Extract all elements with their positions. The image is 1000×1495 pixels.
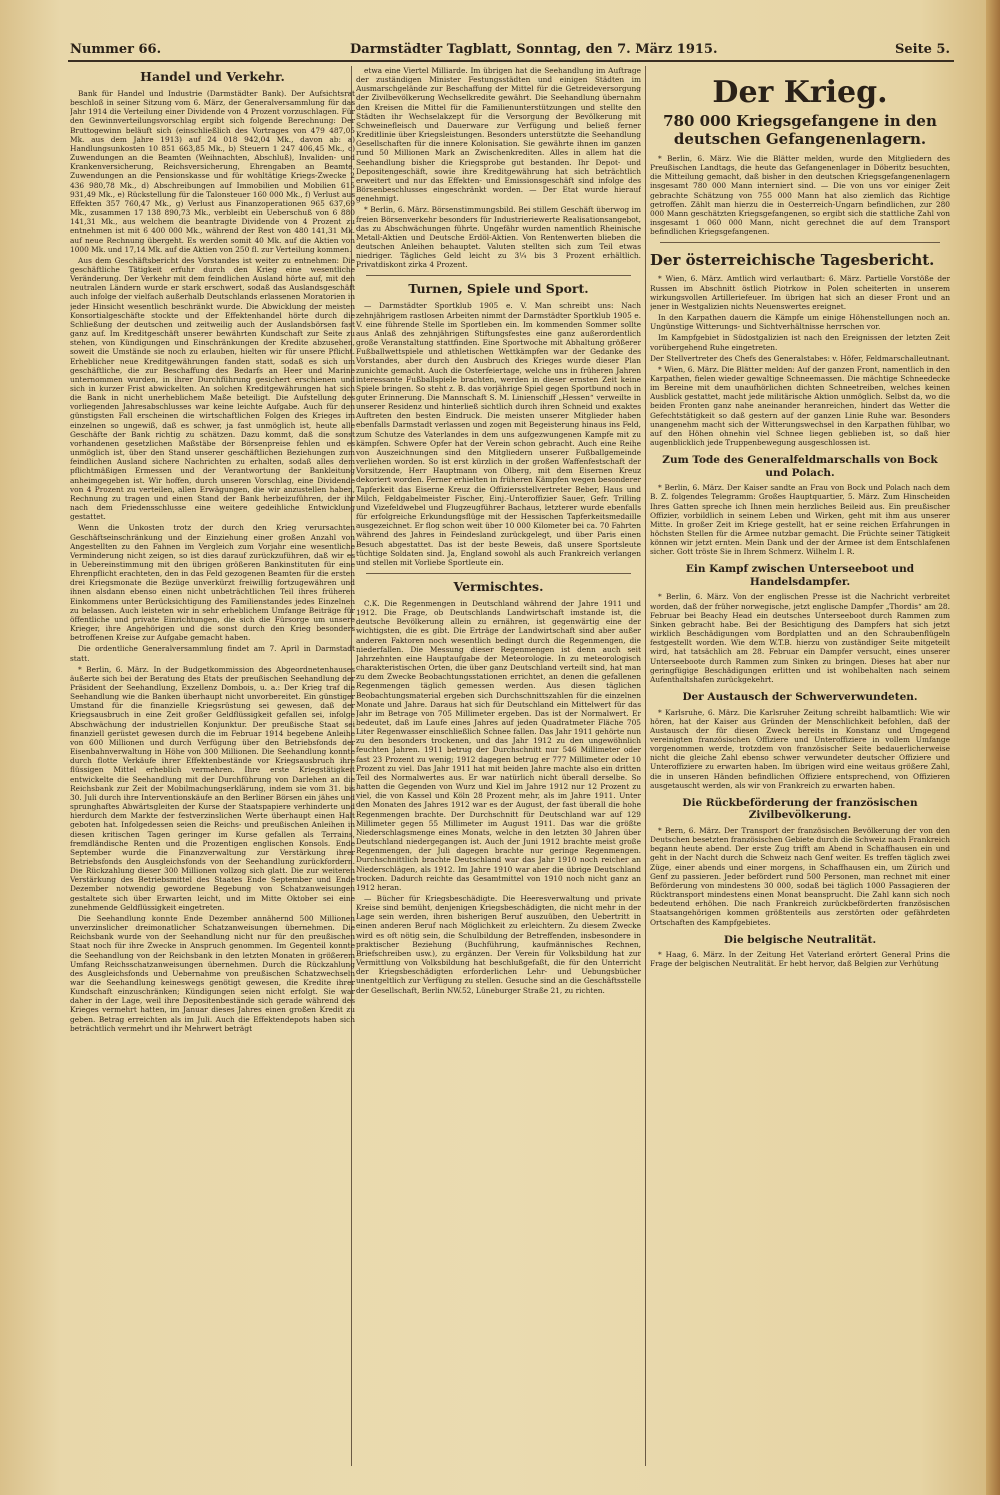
article-signature: Der Stellvertreter des Chefs des Generalstabes: v. Höfer, Feldmarschalleutnant. bbox=[650, 353, 950, 363]
headline-oesterreich: Der österreichische Tagesbericht. bbox=[650, 251, 935, 270]
article-paragraph: In den Karpathen dauern die Kämpfe um einige Höhenstellungen noch an. Ungünstige Witterungs- und Sichtverhältnisse herrschen vor. bbox=[650, 313, 950, 332]
article-paragraph: etwa eine Viertel Milliarde. Im übrigen hat die Seehandlung im Auftrage der zuständigen Minister Festungsstädten und einigen Städten im Ausmarschgelände zur Beschaffung der Mittel für die Getreideversorgung der Zivilbevölkerung Wechselkredite gewährt. Die Seehandlung übernahm den Kreisen die Mittel für die Familienunterstützungen und stellte den Städten ihr Wechselakzept für die Versorgung der Bevölkerung mit Schweinefleisch und Dauerware zur Verfügung und beließ ferner Kreditlinie über Kriegsleistungen. Besonders unterstützte die Seehandlung Gesellschaften für die innere Kolonisation. Sie gewährte ihnen im ganzen rund 50 Millionen Mark an Zwischenkrediten. Alles in allem hat die Seehandlung bisher die Kriegsprobe gut bestanden. Ihr Depot- und Depositengeschäft, sowie ihre Kreditgewährung hat sich beträchtlich erweitert und nur das Effekten- und Emissionsgeschäft sind infolge des Börsenbeschlusses eingeschränkt worden. — Der Etat wurde hierauf genehmigt. bbox=[356, 66, 641, 204]
column-separator bbox=[645, 66, 646, 1466]
section-title-vermischtes: Vermischtes. bbox=[453, 578, 544, 594]
headline-der-krieg: Der Krieg. bbox=[712, 75, 888, 110]
article-paragraph: Die ordentliche Generalversammlung findet am 7. April in Darmstadt statt. bbox=[70, 644, 355, 663]
subheadline-kriegsgefangene: 780 000 Kriegsgefangene in den deutschen Gefangenenlagern. bbox=[663, 112, 937, 148]
article-paragraph: Aus dem Geschäftsbericht des Vorstandes ist weiter zu entnehmen: Die geschäftliche Tätigkeit erfuhr durch den Krieg eine wesentliche Veränderung. Der Verkehr mit dem feindlichen Ausland hörte auf, mit den neutralen Ländern wurde er stark erschwert, sodaß das Auslandsgeschäft auch infolge der vielfach außerhalb Deutschlands erlassenen Moratorien in jeder Hinsicht wesentlich beschränkt wurde. Die Abwicklung der meisten Konsortialgeschäfte stockte und der Effektenhandel hörte durch die Schließung der deutschen und zeitweilig auch der Auslandsbörsen fast ganz auf. Im Kreditgeschäft unserer bewährten Kundschaft zur Seite zu stehen, von Kündigungen und Einschränkungen der Kredite abzusehen, soweit die Umstände sie noch zu erlauben, hielten wir für unsere Pflicht. Erheblicher neue Kreditgewährungen fanden statt, sodaß es sich um geschäftliche, die zur Beschaffung des Bedarfs an Heer und Marine unternommen wurden, in ihrer Durchführung gesichert erschienen und sich in kurzer Frist abwickelten. An solchen Kreditgewährungen hat sich die Bank in nicht unerheblichem Maße beteiligt. Die Aufstellung des vorliegenden Jahresabschlusses war keine leichte Aufgabe. Auch für den günstigsten Fall erscheinen die wirtschaftlichen Folgen des Krieges im einzelnen so ungewiß, daß es schwer, ja fast unmöglich ist, heute alle Geschäfte der Bank richtig zu schätzen. Dazu kommt, daß die sonst vorhandenen gesetzlichen Maßstäbe der Börsenpreise fehlen und es unmöglich ist, über den Stand unserer geschäftlichen Beziehungen zum feindlichen Ausland sichere Nachrichten zu erhalten, sodaß alles dem pflichtmäßigen Ermessen und der Verantwortung der Bankleitung anheimgegeben ist. Wir hoffen, durch unseren Vorschlag, eine Dividende von 4 Prozent zu verteilen, allen Erwägungen, die wir anzustellen haben, Rechnung zu tragen und einen Stand der Bank herbeizuführen, der ihr nach dem Friedensschlusse eine weitere gedeihliche Entwicklung gestattet. bbox=[70, 255, 355, 522]
article-paragraph: Im Kampfgebiet in Südostgalizien ist nach den Ereignissen der letzten Zeit vorübergehend Ruhe eingetreten. bbox=[650, 333, 950, 352]
page-number: Seite 5. bbox=[895, 42, 950, 57]
article-paragraph: * Berlin, 6. März. Börsenstimmungsbild. Bei stillem Geschäft überwog im freien Börsenverkehr besonders für Industrieriewerte Realisationsangebot, das zu Abschwächungen führte. Ungefähr wurden namentlich Rheinische Metall-Aktien und Deutsche Erdöl-Aktien. Von Rentenwerten blieben die deutschen Anleihen behauptet. Valuten stellten sich zum Teil etwas niedriger. Tägliches Geld leicht zu 3¼ bis 3 Prozent erhältlich. Privatdiskont zirka 4 Prozent. bbox=[356, 205, 641, 270]
column-1 bbox=[70, 66, 355, 1466]
page-header bbox=[70, 40, 950, 62]
headline-neutralitaet: Die belgische Neutralität. bbox=[723, 933, 877, 946]
article-paragraph: C.K. Die Regenmengen in Deutschland während der Jahre 1911 und 1912. Die Frage, ob Deutschlands Landwirtschaft imstande ist, die deutsche Bevölkerung allein zu ernähren, ist gegenwärtig eine der wichtigsten, die es gibt. Die Erträge der Landwirtschaft sind aber außer anderen Faktoren noch wesentlich bedingt durch die Regenmengen, die niederfallen. Die Messung dieser Regenmengen ist denn auch seit Jahrzehnten eine Hauptaufgabe der Meteorologie. In zu meteorologisch charakteristischen Orten, die über ganz Deutschland verteilt sind, hat man zu dem Zwecke Beobachtungsstationen errichtet, an denen die gefallenen Regenmengen täglich gemessen werden. Aus diesen täglichen Beobachtungsmaterial ergeben sich Durchschnittszahlen für die einzelnen Monate und Jahre. Daraus hat sich für Deutschland ein Mittelwert für das Jahr im Betrage von 705 Millimeter ergeben. Das ist der Normalwert. Er bedeutet, daß im Laufe eines Jahres auf jeden Quadratmeter Fläche 705 Liter Regenwasser einschließlich Schnee fallen. Das Jahr 1911 gehörte nun zu den besonders trockenen, und das Jahr 1912 zu den ungewöhnlich feuchten Jahren. 1911 betrug der Durchschnitt nur 546 Millimeter oder fast 23 Prozent zu wenig; 1912 dagegen betrug er 777 Millimeter oder 10 Prozent zu viel. Das Jahr 1911 hat mit beiden Jahre machte also ein dritten Teil des Normalwertes aus. Er war natürlich nicht überall derselbe. So hatten die Gegenden von Wurz und Kiel im Jahre 1912 nur 12 Prozent zu viel, die von Kassel und Köln 28 Prozent mehr, als im Jahre 1911. Unter den Monaten des Jahres 1912 war es der August, der fast überall die hohe Regenmengen brachte. Der Durchschnitt für Deutschland war auf 129 Millimeter gegen 55 Millimeter im August 1911. Das war die größte Niederschlagsmenge eines Monats, welche in den letzten 30 Jahren über Deutschland niedergegangen ist. Auch der Juni 1912 brachte meist große Regenmengen, der Juli dagegen brachte nur geringe Regenmengen. Durchschnittlich brachte Deutschland war das Jahr 1910 noch reicher an Niederschlägen, als 1912. Im Jahre 1910 war aber die übrige Deutschland trocken. Dadurch reichte das Gesamtmittel von 1910 noch nicht ganz an 1912 heran. bbox=[356, 598, 641, 892]
section-divider bbox=[366, 275, 631, 276]
headline-kampf: Ein Kampf zwischen Unterseeboot und Handelsdampfer. bbox=[685, 563, 915, 588]
article-paragraph: Die Seehandlung konnte Ende Dezember annähernd 500 Millionen unverzinslicher dreimonatlicher Schatzanweisungen übernehmen. Die Reichsbank wurde von der Seehandlung nicht nur für den preußischen Staat noch für ihre Zwecke in Anspruch genommen. Im Gegenteil konnte die Seehandlung von der Reichsbank in den letzten Monaten in größerem Umfang Reichsschatzanweisungen übernehmen. Durch die Rückzahlung des Ausgleichsfonds und Uebernahme von preußischen Schatzwechseln war die Seehandlung keineswegs genötigt gewesen, die Kredite ihrer Kundschaft einzuschränken; Kündigungen seien nicht erfolgt. Sie war daher in der Lage, weil ihre Depositenbestände sich gerade während des Krieges vermehrt hatten, im Januar dieses Jahres einen großen Kredit zu geben. Betrag erreichten als im Juli. Auch die Effektendepots haben sich beträchtlich vermehrt und ihr Mehrwert beträgt bbox=[70, 913, 355, 1033]
article-paragraph: — Darmstädter Sportklub 1905 e. V. Man schreibt uns: Nach zehnjährigem rastlosen Arbeiten nimmt der Darmstädter Sportklub 1905 e. V. eine führende Stelle im Sportleben ein. Im kommenden Sommer sollte aus Anlaß des zehnjährigen Stiftungsfestes eine ganz außerordentlich große Veranstaltung stattfinden. Eine Sportwoche mit Abhaltung größerer Fußballwettspiele und athletischen Wettkämpfen war der Gedanke des Vorstandes, aber durch den Ausbruch des Krieges wurde dieser Plan zunichte gemacht. Auch die Osterfeiertage, welche uns in früheren Jahren interessante Fußballspiele brachten, werden in dieser ernsten Zeit keine Spiele bringen. So steht z. B. das vorjährige Spiel gegen Sportbund noch in guter Erinnerung. Die Mannschaft S. M. Linienschiff „Hessen“ verweilte in unserer Residenz und hinterließ sichtlich durch ihren Schneid und exaktes Auftreten den besten Eindruck. Die meisten unserer Mitglieder haben ebenfalls Darmstadt verlassen und zogen mit Begeisterung hinaus ins Feld, zum Schutze des Vaterlandes in dem uns aufgezwungenen Kampfe mit zu kämpfen. Schwere Opfer hat der Verein schon gebracht. Auch eine Reihe von Auszeichnungen sind den Mitgliedern unserer Fußballgemeinde verliehen worden. So ist erst kürzlich in der großen Waffenfestschaft der Vorsitzende, Herr Hauptmann von Olberg, mit dem Eisernen Kreuz dekoriert worden. Ferner erhielten in früheren Kämpfen wegen besonderer Tapferkeit das Eiserne Kreuz die Offiziersstellvertreter Beber, Haus und Milch, Feldgabelmeister Fischer, Einj.-Unteroffizier Sauer, Gefr. Trilling und Vizefeldwebel und Flugzeugführer Bachaus, letzterer wurde ebenfalls für erfolgreiche Erkundungsflüge mit der Hessischen Tapferkeitsmedaille ausgezeichnet. Er flog schon weit über 10 000 Kilometer bei ca. 70 Fahrten während des Jahres in Feindesland zurückgelegt, und über Paris einen Besuch abgestattet. Das ist der beste Beweis, daß unsere Sportsleute tüchtige Soldaten sind. Ja, England sowohl als auch Frankreich verlangen und stellen mit Vorliebe Sportleute ein. bbox=[356, 301, 641, 567]
article-paragraph: * Berlin, 6. März. Der Kaiser sandte an Frau von Bock und Polach nach dem B. Z. folgendes Telegramm: Großes Hauptquartier, 5. März. Zum Hinscheiden Ihres Gatten spreche ich Ihnen mein herzliches Beileid aus. Ein preußischer Offizier, vorbildlich in seinem Leben und Wirken, geht mit ihm aus unserer Mitte. In großer Zeit im Kriege gestellt, hat er seine reichen Erfahrungen in höchsten Stellen für die Armee nutzbar gemacht. Die Früchte seiner Tätigkeit können wir jetzt ernten. Mein Dank und der der Armee ist dem Entschlafenen sicher. Gott tröste Sie in Ihrem Schmerz. Wilhelm I. R. bbox=[650, 483, 950, 557]
headline-zum-tode: Zum Tode des Generalfeldmarschalls von Bock und Polach. bbox=[662, 454, 938, 479]
section-title-sport: Turnen, Spiele und Sport. bbox=[408, 281, 589, 297]
section-divider bbox=[660, 242, 940, 243]
article-paragraph: * Berlin, 6. März. Wie die Blätter melden, wurde den Mitgliedern des Preußischen Landtags, die heute das Gefangenenlager in Döberitz besuchten, die Mitteilung gemacht, daß bisher in den deutschen Kriegsgefangenenlagern insgesamt 780 000 Mann interniert sind. — Die von uns vor einiger Zeit gebrachte Schätzung von 755 000 Mann hat also ziemlich das Richtige getroffen. Zählt man hierzu die in Oesterreich-Ungarn befindlichen, zur 280 000 Mann geschätzten Kriegsgefangenen, so ergibt sich die stattliche Zahl von insgesamt 1 060 000 Mann, nicht gerechnet die auf dem Transport befindlichen Kriegsgefangenen. bbox=[650, 154, 950, 237]
section-title-handel: Handel und Verkehr. bbox=[140, 69, 285, 84]
headline-austausch: Der Austausch der Schwerverwundeten. bbox=[682, 691, 918, 704]
column-3 bbox=[650, 66, 950, 1466]
article-paragraph: Wenn die Unkosten trotz der durch den Krieg verursachten Geschäftseinschränkung und der Einziehung einer großen Anzahl von Angestellten zu den Fahnen im Vergleich zum Vorjahr eine wesentliche Verminderung nicht zeigen, so ist dies darauf zurückzuführen, daß wir es in Uebereinstimmung mit den übrigen größeren Bankinstituten für eine Ehrenpflicht erachteten, den in das Feld gezogenen Beamten für die ersten drei Kriegsmonate die Bezüge unverkürzt freiwillig fortzugewähren und ihnen alsdann ebenso einen nicht unbeträchtlichen Teil ihres früheren Einkommens unter Berücksichtigung des Familienstandes jedes Einzelnen zu belassen. Auch leisteten wir in sehr erheblichem Umfange Beiträge für öffentliche und private Einrichtungen, die sich die Fürsorge um unsere Krieger, ihre Angehörigen und die sonst durch den Krieg besonders betroffenen Kreise zur Aufgabe gemacht haben. bbox=[70, 523, 355, 643]
article-paragraph: Bank für Handel und Industrie (Darmstädter Bank). Der Aufsichtsrat beschloß in seiner Sitzung vom 6. März, der Generalversammlung für das Jahr 1914 die Verteilung einer Dividende von 4 Prozent vorzuschlagen. Für den Gewinnverteilungsvorschlag ergibt sich folgende Berechnung: Der Bruttogewinn beläuft sich (einschließlich des Vortrages von 479 487,05 Mk. aus dem Jahre 1913) auf 24 018 942,04 Mk., davon ab: a) Handlungsunkosten 10 851 663,85 Mk., b) Steuern 1 247 406,45 Mk., c) Zuwendungen an die Beamten (Weihnachten, Abschluß), Invaliden- und Krankenversicherung, Reichsversicherung, Ehrengaben an Beamte, Zuwendungen an die Pensionskasse und für wohltätige Kriegs-Zwecke 2 436 980,78 Mk., d) Abschreibungen auf Immobilien und Mobilien 615 931,49 Mk., e) Rückstellung für die Talonsteuer 160 000 Mk., f) Verlust aus Effekten 357 760,47 Mk., g) Verlust aus Finanzoperationen 965 637,69 Mk., zusammen 17 138 890,73 Mk., verbleibt ein Ueberschuß von 6 880 141,31 Mk., aus welchem die beantragte Dividende von 4 Prozent zu entnehmen ist mit 6 400 000 Mk., während der Rest von 480 141,31 Mk. auf neue Rechnung übergeht. Es werden somit 40 Mk. auf die Aktien von 1000 Mk. und 17,14 Mk. auf die Aktien von 250 fl. zur Verteilung kommen. bbox=[70, 89, 355, 254]
article-paragraph: * Berlin, 6. März. Von der englischen Presse ist die Nachricht verbreitet worden, daß der früher norwegische, jetzt englische Dampfer „Thordis“ am 28. Februar bei Beachy Head ein deutsches Unterseeboot durch Rammen zum Sinken gebracht habe. Bei der Besichtigung des Dampfers hat sich jetzt wirklich Beschädigungen vom Bordplatten und an den Schraubenflügeln festgestellt worden. Wie dem W.T.B. hierzu von zuständiger Seite mitgeteilt wird, hat tatsächlich am 28. Februar ein Dampfer versucht, eines unserer Unterseeboote durch Rammen zum Sinken zu bringen. Dieses hat aber nur geringfügige Beschädigungen erlitten und ist wohlbehalten nach seinem Aufenthaltshafen zurückgekehrt. bbox=[650, 592, 950, 684]
header-rule bbox=[68, 60, 954, 62]
article-paragraph: * Bern, 6. März. Der Transport der französischen Bevölkerung der von den Deutschen besetzten französischen Gebiete durch die Schweiz nach Frankreich begann heute abend. Der erste Zug trifft am Abend in Schaffhausen ein und geht in der Nacht durch die Schweiz nach Genf weiter. Es treffen täglich zwei Züge, einer abends und einer morgens, in Schaffhausen ein, um Zürich und Genf zu passieren. Jeder befördert rund 500 Personen, man rechnet mit einer Beförderung von mindestens 30 000, sodaß bei täglich 1000 Passagieren der Rücktransport mindestens einen Monat beansprucht. Die Zahl kann sich noch bedeutend erhöhen. Die nach Frankreich zurückbeförderten französischen Staatsangehörigen kommen größtenteils aus zerstörten oder gefährdeten Ortschaften des Kampfgebietes. bbox=[650, 825, 950, 927]
article-paragraph: * Haag, 6. März. In der Zeitung Het Vaterland erörtert General Prins die Frage der belgischen Neutralität. Er hebt hervor, daß Belgien zur Verhütung bbox=[650, 950, 950, 969]
page-edge bbox=[986, 0, 1000, 1495]
headline-rueckbefoerderung: Die Rückbeförderung der französischen Zivilbevölkerung. bbox=[682, 796, 918, 822]
issue-number: Nummer 66. bbox=[70, 42, 162, 57]
article-paragraph: * Wien, 6. März. Die Blätter melden: Auf der ganzen Front, namentlich in den Karpathen, fielen wieder gewaltige Schneemassen. Die mächtige Schneedecke im Bereine mit dem unaufhörlichen dichten Schneetreiben, welches keinen Ausblick gestattet, macht jede militärische Aktion unmöglich. Selbst da, wo die beiden Fronten ganz nahe aneinander heranreichen, hindert das Wetter die Gefechtstätigkeit so daß gestern auf der ganzen Linie Ruhe war. Besonders unangenehm macht sich der Witterungswechsel in den Karpathen fühlbar, wo auf den Höhen ohnehin viel Schnee liegen geblieben ist, so daß hier augenblicklich jede Truppenbewegung ausgeschlossen ist. bbox=[650, 364, 950, 448]
article-paragraph: * Wien, 6. März. Amtlich wird verlautbart: 6. März. Partielle Vorstöße der Russen im Abschnitt östlich Piotrkow in Polen scheiterten in unserem wirkungsvollen Artilleriefeuer. Im übrigen hat sich an dieser Front und an jener in Westgalizien nichts Neuenswertes ereignet. bbox=[650, 274, 950, 311]
section-divider bbox=[366, 573, 631, 574]
column-2 bbox=[356, 66, 641, 1466]
article-paragraph: * Berlin, 6. März. In der Budgetkommission des Abgeordnetenhauses äußerte sich bei der Beratung des Etats der preußischen Seehandlung der Präsident der Seehandlung, Exzellenz Dombois, u. a.: Der Krieg traf die Seehandlung wie die Banken überhaupt nicht unvorbereitet. Ein günstiger Umstand für die finanzielle Kriegsrüstung sei gewesen, daß der Kriegsausbruch in eine Zeit großer Geldflüssigkeit gefallen sei, infolge Abschwächung der industriellen Konjunktur. Der preußische Staat sei finanziell gerüstet gewesen durch die im Februar 1914 begebene Anleihe von 600 Millionen und durch Verfügung über den Betriebsfonds der Eisenbahnverwaltung in Höhe von 300 Millionen. Die Seehandlung konnte durch flotte Verkäufe ihrer Effektenbestände vor Kriegsausbruch ihre flüssigen Mittel erheblich vermehren. Ihre erste Kriegstätigkeit entwickelte die Seehandlung mit der Durchführung von Darlehen an die Reichsbank zur Zeit der Mobilmachungserklärung, indem sie vom 31. bis 30. Juli durch ihre Interventionskäufe an den Berliner Börsen ein jähes und sprunghaftes Abwärtsgleiten der Kurse der Staatspapiere verhinderte und hierdurch dem Markte der festverzinslichen Werte überhaupt einen Halt geboten hat. Infolgedessen seien die Reichs- und preußischen Anleihen in diesen kritischen Tagen geringer im Kurse gefallen als Terrains, fremdländische Renten und die Prozentigen englischen Konsols. Ende September wurde die Finanzverwaltung zur Verstärkung ihrer Betriebsfonds den Ausgleichsfonds von der Seehandlung zurückfordern. Die Rückzahlung dieser 300 Millionen vollzog sich glatt. Die zur weiteren Verstärkung des Betriebsmittel des Staates Ende September und Ende Dezember notwendig gewordene Begebung von Schatzanweisungen gestaltete sich über Erwarten leicht, und im Mitte Oktober sei eine zunehmende Geldflüssigkeit eingetreten. bbox=[70, 664, 355, 912]
article-paragraph: — Bücher für Kriegsbeschädigte. Die Heeresverwaltung und private Kreise sind bemüht, denjenigen Kriegsbeschädigten, die nicht mehr in der Lage sein werden, ihren bisherigen Beruf auszuüben, den Uebertritt in einen anderen Beruf nach Möglichkeit zu erleichtern. Zu diesem Zwecke wird es oft nötig sein, die Schulbildung der Betreffenden, insbesondere in praktischer Beziehung (Buchführung, kaufmännisches Rechnen, Briefschreiben usw.), zu ergänzen. Der Verein für Volksbildung hat zur Vermittlung von Volksbildung hat beschlußgefaßt, die für den Unterricht der Kriegsbeschädigten erforderlichen Lehr- und Uebungsbücher unentgeltlich zur Verfügung zu stellen. Gesuche sind an die Geschäftsstelle der Gesellschaft, Berlin NW.52, Lüneburger Straße 21, zu richten. bbox=[356, 893, 641, 995]
masthead-date: Darmstädter Tagblatt, Sonntag, den 7. März 1915. bbox=[350, 42, 718, 57]
article-paragraph: * Karlsruhe, 6. März. Die Karlsruher Zeitung schreibt halbamtlich: Wie wir hören, hat der Kaiser aus Gründen der Menschlichkeit befohlen, daß der Austausch der für diesen Zweck bereits in Konstanz und Umgegend vereinigten französischen Offiziere und Unteroffiziere in vollem Umfange vorgenommen werde, trotzdem von französischer Seite bedauerlicherweise nicht die gleiche Zahl ebenso schwer verwundeter deutscher Offiziere und Unteroffiziere zu erwarten haben. Im übrigen wird eine weitaus größere Zahl, die in unseren Händen befindlichen Offiziere entsprechend, von Offizieren ausgetauscht werden, als wir von Frankreich zu erwarten haben. bbox=[650, 707, 950, 790]
